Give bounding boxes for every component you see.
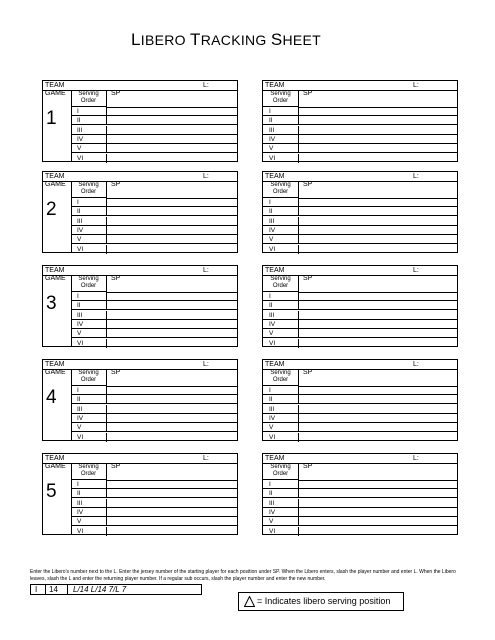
- rotation-number: V: [71, 144, 107, 152]
- sp-header: SP: [303, 369, 313, 376]
- serving-order-header: Serving Order: [71, 90, 107, 107]
- rotation-row: [71, 508, 237, 517]
- team-label: TEAM: [45, 267, 65, 274]
- rotation-number: VI: [71, 433, 107, 442]
- rotation-row: [71, 116, 237, 125]
- rotation-row: [263, 395, 457, 404]
- game-number: 5: [46, 481, 57, 502]
- libero-label: L:: [203, 455, 209, 462]
- rotation-number: III: [71, 311, 107, 319]
- rotation-row: [71, 198, 237, 207]
- rotation-number: III: [263, 217, 299, 225]
- sp-header: SP: [111, 463, 121, 470]
- rotation-number: III: [263, 405, 299, 413]
- team-label: TEAM: [265, 82, 285, 89]
- rotation-number: III: [263, 126, 299, 134]
- game-column: [43, 90, 72, 161]
- rotation-table: [263, 90, 457, 161]
- rotation-number: III: [71, 499, 107, 507]
- rotation-number: V: [263, 329, 299, 337]
- example-row: [30, 584, 202, 595]
- serving-order-header: Serving Order: [263, 181, 299, 198]
- rotation-row: [71, 386, 237, 395]
- rotation-number: IV: [71, 414, 107, 422]
- rotation-row: [71, 311, 237, 320]
- rotation-table: [71, 90, 237, 161]
- serving-order-header: Serving Order: [263, 463, 299, 480]
- rotation-number: II: [71, 301, 107, 309]
- rotation-number: VI: [71, 527, 107, 536]
- game-number: 2: [46, 199, 57, 220]
- team-label: TEAM: [265, 173, 285, 180]
- serving-order-header: Serving Order: [71, 369, 107, 386]
- rotation-table: [71, 181, 237, 252]
- rotation-row: [71, 433, 237, 442]
- rotation-row: [71, 527, 237, 536]
- rotation-row: [71, 235, 237, 244]
- rotation-row: [71, 395, 237, 404]
- rotation-table: [71, 275, 237, 346]
- libero-label: L:: [203, 267, 209, 274]
- rotation-number: IV: [71, 226, 107, 234]
- libero-label: L:: [203, 173, 209, 180]
- rotation-row: [71, 226, 237, 235]
- rotation-row: [71, 207, 237, 216]
- rotation-number: III: [263, 311, 299, 319]
- game-label: GAME: [45, 181, 66, 188]
- rotation-number: V: [263, 423, 299, 431]
- rotation-row: [263, 508, 457, 517]
- rotation-row: [71, 329, 237, 338]
- rotation-number: I: [263, 198, 299, 206]
- sp-header: SP: [303, 90, 313, 97]
- sp-header: SP: [111, 90, 121, 97]
- rotation-number: IV: [263, 414, 299, 422]
- rotation-number: IV: [263, 135, 299, 143]
- rotation-row: [263, 217, 457, 226]
- rotation-row: [71, 414, 237, 423]
- game-block: [262, 265, 458, 347]
- rotation-row: [71, 499, 237, 508]
- rotation-row: [263, 320, 457, 329]
- rotation-row: [71, 517, 237, 526]
- rotation-row: [263, 116, 457, 125]
- libero-label: L:: [203, 361, 209, 368]
- libero-label: L:: [203, 82, 209, 89]
- rotation-number: IV: [263, 320, 299, 328]
- example-marks: L/14 L/14 7/L 7: [73, 585, 127, 594]
- game-block: [42, 80, 238, 162]
- rotation-row: [263, 329, 457, 338]
- rotation-row: [71, 126, 237, 135]
- instructions-text: Enter the Libero's number next to the L. Enter the jersey number of the starting player for each position under SP. When the Libero enters, slash the player number and enter L. When the Libero leaves, slash the L and enter the returning player number. If a regular sub occurs, slash the player number and enter the new number.: [30, 569, 456, 582]
- game-block: [42, 171, 238, 253]
- rotation-number: VI: [263, 245, 299, 254]
- libero-label: L:: [413, 173, 419, 180]
- rotation-table: [263, 369, 457, 440]
- example-divider: [45, 585, 46, 594]
- sp-header: SP: [111, 369, 121, 376]
- rotation-row: [263, 154, 457, 163]
- rotation-number: I: [263, 480, 299, 488]
- rotation-row: [263, 292, 457, 301]
- game-number: 4: [46, 387, 57, 408]
- rotation-number: III: [71, 126, 107, 134]
- rotation-row: [71, 144, 237, 153]
- rotation-number: I: [71, 480, 107, 488]
- rotation-row: [263, 245, 457, 254]
- rotation-row: [263, 144, 457, 153]
- rotation-row: [71, 292, 237, 301]
- rotation-row: [71, 320, 237, 329]
- rotation-number: VI: [263, 527, 299, 536]
- serving-order-header: Serving Order: [71, 463, 107, 480]
- team-label: TEAM: [45, 82, 65, 89]
- rotation-number: II: [71, 489, 107, 497]
- example-position: I: [35, 585, 38, 594]
- rotation-number: IV: [263, 226, 299, 234]
- serving-order-header: Serving Order: [263, 275, 299, 292]
- game-number: 3: [46, 293, 57, 314]
- rotation-row: [71, 301, 237, 310]
- rotation-number: III: [71, 217, 107, 225]
- rotation-row: [263, 405, 457, 414]
- game-block: [262, 359, 458, 441]
- rotation-row: [263, 386, 457, 395]
- rotation-row: [263, 433, 457, 442]
- triangle-icon: [244, 596, 255, 607]
- rotation-number: II: [263, 489, 299, 497]
- game-block: [42, 359, 238, 441]
- team-label: TEAM: [265, 267, 285, 274]
- game-block: [262, 171, 458, 253]
- rotation-number: IV: [71, 135, 107, 143]
- rotation-row: [263, 207, 457, 216]
- team-label: TEAM: [45, 455, 65, 462]
- rotation-table: [263, 463, 457, 534]
- team-label: TEAM: [265, 455, 285, 462]
- game-block: [262, 453, 458, 535]
- game-label: GAME: [45, 463, 66, 470]
- sp-header: SP: [111, 275, 121, 282]
- sp-header: SP: [303, 181, 313, 188]
- rotation-number: IV: [263, 508, 299, 516]
- game-label: GAME: [45, 275, 66, 282]
- rotation-number: VI: [71, 154, 107, 163]
- serving-order-header: Serving Order: [263, 90, 299, 107]
- game-column: [43, 181, 72, 252]
- rotation-number: II: [263, 207, 299, 215]
- rotation-row: [71, 489, 237, 498]
- rotation-number: VI: [71, 339, 107, 348]
- rotation-row: [263, 480, 457, 489]
- rotation-number: V: [71, 329, 107, 337]
- legend-text: = Indicates libero serving position: [257, 596, 391, 606]
- team-label: TEAM: [265, 361, 285, 368]
- rotation-table: [263, 181, 457, 252]
- rotation-row: [263, 107, 457, 116]
- rotation-row: [71, 217, 237, 226]
- sp-header: SP: [111, 181, 121, 188]
- rotation-row: [263, 126, 457, 135]
- rotation-number: V: [71, 235, 107, 243]
- rotation-number: III: [71, 405, 107, 413]
- serving-order-header: Serving Order: [71, 181, 107, 198]
- rotation-row: [263, 489, 457, 498]
- libero-label: L:: [413, 82, 419, 89]
- libero-label: L:: [413, 361, 419, 368]
- game-block: [42, 265, 238, 347]
- rotation-number: II: [71, 116, 107, 124]
- rotation-row: [263, 517, 457, 526]
- rotation-number: I: [263, 386, 299, 394]
- rotation-number: II: [71, 207, 107, 215]
- rotation-row: [71, 339, 237, 348]
- rotation-row: [71, 405, 237, 414]
- libero-label: L:: [413, 267, 419, 274]
- rotation-number: II: [263, 116, 299, 124]
- rotation-number: II: [263, 395, 299, 403]
- serving-order-header: Serving Order: [71, 275, 107, 292]
- game-block: [262, 80, 458, 162]
- rotation-table: [263, 275, 457, 346]
- example-divider: [67, 585, 68, 594]
- rotation-number: VI: [263, 339, 299, 348]
- rotation-number: II: [263, 301, 299, 309]
- game-label: GAME: [45, 369, 66, 376]
- game-block: [42, 453, 238, 535]
- libero-label: L:: [413, 455, 419, 462]
- rotation-row: [263, 499, 457, 508]
- example-sp: 14: [49, 585, 58, 594]
- rotation-number: V: [71, 517, 107, 525]
- team-label: TEAM: [45, 361, 65, 368]
- rotation-number: III: [263, 499, 299, 507]
- rotation-row: [263, 527, 457, 536]
- rotation-number: I: [71, 107, 107, 115]
- rotation-row: [263, 414, 457, 423]
- rotation-row: [71, 135, 237, 144]
- rotation-number: I: [71, 198, 107, 206]
- game-column: [43, 275, 72, 346]
- rotation-row: [263, 226, 457, 235]
- rotation-row: [71, 480, 237, 489]
- rotation-number: V: [263, 235, 299, 243]
- page-title: LIBERO TRACKING SHEET: [131, 30, 322, 49]
- legend-box: [238, 592, 404, 611]
- rotation-number: VI: [71, 245, 107, 254]
- rotation-number: II: [71, 395, 107, 403]
- rotation-row: [71, 245, 237, 254]
- rotation-row: [263, 311, 457, 320]
- rotation-number: I: [263, 107, 299, 115]
- game-column: [43, 463, 72, 534]
- rotation-row: [71, 154, 237, 163]
- rotation-row: [71, 107, 237, 116]
- rotation-number: I: [71, 386, 107, 394]
- rotation-row: [71, 423, 237, 432]
- rotation-number: I: [71, 292, 107, 300]
- rotation-number: V: [263, 517, 299, 525]
- sp-header: SP: [303, 463, 313, 470]
- sp-header: SP: [303, 275, 313, 282]
- rotation-number: IV: [71, 320, 107, 328]
- game-label: GAME: [45, 90, 66, 97]
- rotation-number: VI: [263, 154, 299, 163]
- rotation-number: V: [263, 144, 299, 152]
- serving-order-header: Serving Order: [263, 369, 299, 386]
- rotation-row: [263, 301, 457, 310]
- rotation-number: IV: [71, 508, 107, 516]
- rotation-row: [263, 235, 457, 244]
- rotation-row: [263, 135, 457, 144]
- rotation-table: [71, 369, 237, 440]
- rotation-row: [263, 339, 457, 348]
- rotation-number: VI: [263, 433, 299, 442]
- game-column: [43, 369, 72, 440]
- rotation-row: [263, 423, 457, 432]
- rotation-table: [71, 463, 237, 534]
- team-label: TEAM: [45, 173, 65, 180]
- rotation-number: V: [71, 423, 107, 431]
- rotation-number: I: [263, 292, 299, 300]
- game-number: 1: [46, 108, 57, 129]
- rotation-row: [263, 198, 457, 207]
